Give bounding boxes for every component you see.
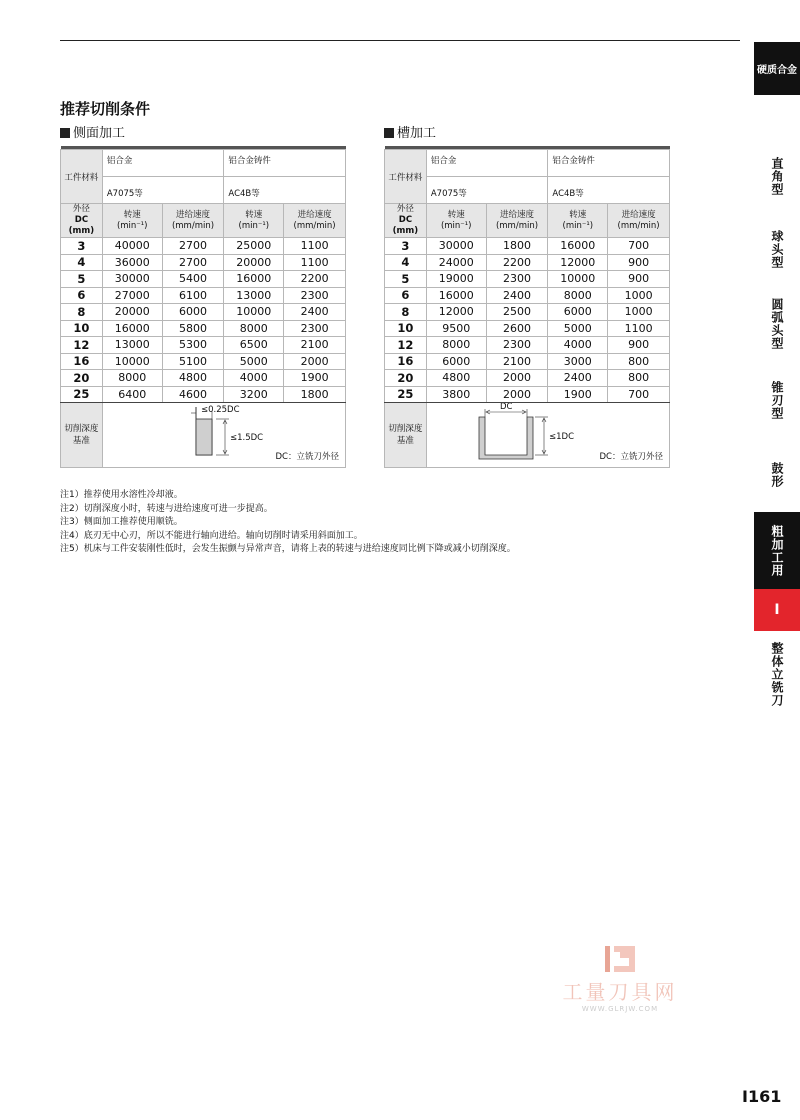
tab-carbide[interactable]: 硬质合金 xyxy=(754,42,800,95)
speed-cell: 5000 xyxy=(548,320,608,337)
depth-label: 切削深度 基准 xyxy=(385,403,427,468)
speed-cell: 5000 xyxy=(224,353,284,370)
material-name: 铝合金铸件 xyxy=(548,150,670,177)
notes-list xyxy=(60,489,516,557)
feed-cell: 2300 xyxy=(486,337,548,354)
note-item: 注1）推荐使用水溶性冷却液。 xyxy=(60,490,183,500)
feed-cell: 2200 xyxy=(284,271,346,288)
speed-cell: 16000 xyxy=(548,238,608,255)
dc-note: DC：立铣刀外径 xyxy=(599,452,663,462)
table-row xyxy=(385,353,670,370)
dc-cell: 6 xyxy=(385,287,427,304)
workpiece-label: 工件材料 xyxy=(61,150,103,204)
speed-cell: 9500 xyxy=(426,320,486,337)
speed-cell: 8000 xyxy=(548,287,608,304)
feed-cell: 2100 xyxy=(284,337,346,354)
material-standard: A7075等 xyxy=(102,177,224,204)
feed-header: 进给速度 (mm/min) xyxy=(162,204,224,238)
dc-cell: 3 xyxy=(61,238,103,255)
table-row xyxy=(61,271,346,288)
side-milling-table xyxy=(60,146,346,468)
dc-cell: 16 xyxy=(61,353,103,370)
tab-roughing[interactable]: 粗加工用 xyxy=(754,512,800,589)
note-item: 注5）机床与工件安装刚性低时，会发生振颤与异常声音，请将上表的转速与进给速度同比例下降或减小切削深度。 xyxy=(60,544,516,554)
dc-cell: 3 xyxy=(385,238,427,255)
table-row xyxy=(385,304,670,321)
dc-cell: 25 xyxy=(385,386,427,403)
tab-barrel[interactable]: 鼓形 xyxy=(754,438,800,512)
feed-cell: 2300 xyxy=(284,320,346,337)
speed-cell: 40000 xyxy=(102,238,162,255)
speed-cell: 36000 xyxy=(102,254,162,271)
feed-cell: 5100 xyxy=(162,353,224,370)
feed-cell: 4800 xyxy=(162,370,224,387)
side-top-dimension: ≤0.25DC xyxy=(200,405,240,415)
speed-cell: 8000 xyxy=(426,337,486,354)
table-row xyxy=(385,287,670,304)
table-row xyxy=(61,304,346,321)
feed-cell: 2400 xyxy=(486,287,548,304)
speed-cell: 19000 xyxy=(426,271,486,288)
dc-cell: 10 xyxy=(385,320,427,337)
speed-cell: 25000 xyxy=(224,238,284,255)
top-rule xyxy=(60,40,740,41)
feed-cell: 2200 xyxy=(486,254,548,271)
dc-header: 外径 DC (mm) xyxy=(385,204,427,238)
feed-cell: 1000 xyxy=(608,304,670,321)
feed-cell: 2700 xyxy=(162,238,224,255)
feed-cell: 800 xyxy=(608,370,670,387)
feed-cell: 2700 xyxy=(162,254,224,271)
material-standard: AC4B等 xyxy=(224,177,346,204)
logo-mark-icon xyxy=(600,944,640,974)
feed-cell: 1800 xyxy=(284,386,346,403)
tab-corner-radius[interactable]: 圆弧头型 xyxy=(754,286,800,364)
feed-cell: 2500 xyxy=(486,304,548,321)
speed-header: 转速 (min⁻¹) xyxy=(426,204,486,238)
tab-square-end[interactable]: 直角型 xyxy=(754,140,800,214)
dc-cell: 10 xyxy=(61,320,103,337)
feed-cell: 1100 xyxy=(284,238,346,255)
feed-cell: 2100 xyxy=(486,353,548,370)
speed-cell: 16000 xyxy=(102,320,162,337)
table-row xyxy=(61,386,346,403)
note-item: 注3）侧面加工推荐使用顺铣。 xyxy=(60,517,183,527)
dc-cell: 5 xyxy=(385,271,427,288)
table-row xyxy=(61,287,346,304)
side-milling-title: 侧面加工 xyxy=(60,122,125,141)
dc-cell: 20 xyxy=(385,370,427,387)
table-row xyxy=(61,370,346,387)
tab-solid-end-mill[interactable]: 整体立铣刀 xyxy=(754,634,800,714)
speed-cell: 16000 xyxy=(426,287,486,304)
table-row xyxy=(385,238,670,255)
side-data-rows xyxy=(61,238,346,403)
speed-cell: 6500 xyxy=(224,337,284,354)
feed-cell: 2000 xyxy=(486,386,548,403)
feed-cell: 2600 xyxy=(486,320,548,337)
feed-cell: 900 xyxy=(608,337,670,354)
feed-cell: 2300 xyxy=(284,287,346,304)
square-bullet-icon xyxy=(384,128,394,138)
slot-depth-dimension: ≤1DC xyxy=(548,432,574,442)
feed-cell: 900 xyxy=(608,254,670,271)
note-item: 注2）切削深度小时，转速与进给速度可进一步提高。 xyxy=(60,503,273,514)
slot-depth-diagram xyxy=(426,403,669,468)
speed-cell: 6400 xyxy=(102,386,162,403)
page-number: I161 xyxy=(742,1087,782,1106)
speed-cell: 10000 xyxy=(548,271,608,288)
feed-cell: 2300 xyxy=(486,271,548,288)
dc-cell: 8 xyxy=(385,304,427,321)
dc-cell: 5 xyxy=(61,271,103,288)
speed-cell: 6000 xyxy=(548,304,608,321)
table-row xyxy=(385,271,670,288)
feed-cell: 6000 xyxy=(162,304,224,321)
speed-cell: 4800 xyxy=(426,370,486,387)
speed-cell: 13000 xyxy=(224,287,284,304)
table-row xyxy=(61,337,346,354)
material-name: 铝合金 xyxy=(102,150,224,177)
slot-milling-title: 槽加工 xyxy=(384,122,436,141)
speed-cell: 10000 xyxy=(102,353,162,370)
speed-cell: 4000 xyxy=(224,370,284,387)
feed-cell: 900 xyxy=(608,271,670,288)
feed-cell: 700 xyxy=(608,386,670,403)
speed-cell: 27000 xyxy=(102,287,162,304)
feed-cell: 5300 xyxy=(162,337,224,354)
feed-cell: 2000 xyxy=(284,353,346,370)
dc-cell: 4 xyxy=(61,254,103,271)
speed-cell: 3000 xyxy=(548,353,608,370)
feed-cell: 1000 xyxy=(608,287,670,304)
dc-cell: 6 xyxy=(61,287,103,304)
feed-header: 进给速度 (mm/min) xyxy=(486,204,548,238)
speed-cell: 20000 xyxy=(102,304,162,321)
speed-cell: 30000 xyxy=(426,238,486,255)
speed-cell: 20000 xyxy=(224,254,284,271)
speed-header: 转速 (min⁻¹) xyxy=(102,204,162,238)
workpiece-label: 工件材料 xyxy=(385,150,427,204)
speed-cell: 24000 xyxy=(426,254,486,271)
table-row xyxy=(61,254,346,271)
feed-cell: 1800 xyxy=(486,238,548,255)
slot-milling-table xyxy=(384,146,670,468)
feed-cell: 700 xyxy=(608,238,670,255)
slot-width-dimension: DC xyxy=(499,403,513,412)
dc-cell: 25 xyxy=(61,386,103,403)
feed-cell: 5800 xyxy=(162,320,224,337)
speed-cell: 12000 xyxy=(548,254,608,271)
page-heading: 推荐切削条件 xyxy=(60,100,151,118)
table-row xyxy=(385,254,670,271)
feed-cell: 5400 xyxy=(162,271,224,288)
speed-cell: 16000 xyxy=(224,271,284,288)
depth-label: 切削深度 基准 xyxy=(61,403,103,468)
dc-cell: 4 xyxy=(385,254,427,271)
table-row xyxy=(61,353,346,370)
table-row xyxy=(385,337,670,354)
feed-cell: 2400 xyxy=(284,304,346,321)
dc-cell: 8 xyxy=(61,304,103,321)
note-item: 注4）底刃无中心刃，所以不能进行轴向进给。轴向切削时请采用斜面加工。 xyxy=(60,530,363,541)
material-name: 铝合金 xyxy=(426,150,548,177)
tab-tapered[interactable]: 锥刃型 xyxy=(754,362,800,440)
speed-cell: 4000 xyxy=(548,337,608,354)
dc-note: DC：立铣刀外径 xyxy=(275,452,339,462)
material-name: 铝合金铸件 xyxy=(224,150,346,177)
dc-cell: 20 xyxy=(61,370,103,387)
speed-cell: 6000 xyxy=(426,353,486,370)
logo-url: WWW.GLRJW.COM xyxy=(581,1005,659,1013)
speed-cell: 1900 xyxy=(548,386,608,403)
side-depth-dimension: ≤1.5DC xyxy=(229,433,263,443)
square-bullet-icon xyxy=(60,128,70,138)
speed-cell: 8000 xyxy=(224,320,284,337)
feed-header: 进给速度 (mm/min) xyxy=(284,204,346,238)
speed-header: 转速 (min⁻¹) xyxy=(548,204,608,238)
material-standard: AC4B等 xyxy=(548,177,670,204)
dc-header: 外径 DC (mm) xyxy=(61,204,103,238)
side-depth-diagram xyxy=(102,403,345,468)
watermark-logo xyxy=(540,944,700,1013)
speed-header: 转速 (min⁻¹) xyxy=(224,204,284,238)
tab-ball-nose[interactable]: 球头型 xyxy=(754,212,800,288)
speed-cell: 12000 xyxy=(426,304,486,321)
table-row xyxy=(61,320,346,337)
dc-cell: 12 xyxy=(385,337,427,354)
dc-cell: 12 xyxy=(61,337,103,354)
speed-cell: 13000 xyxy=(102,337,162,354)
speed-cell: 3200 xyxy=(224,386,284,403)
dc-cell: 16 xyxy=(385,353,427,370)
feed-cell: 1100 xyxy=(608,320,670,337)
feed-cell: 2000 xyxy=(486,370,548,387)
feed-header: 进给速度 (mm/min) xyxy=(608,204,670,238)
table-row xyxy=(385,370,670,387)
feed-cell: 1900 xyxy=(284,370,346,387)
speed-cell: 8000 xyxy=(102,370,162,387)
speed-cell: 3800 xyxy=(426,386,486,403)
slot-data-rows xyxy=(385,238,670,403)
table-row xyxy=(385,320,670,337)
speed-cell: 10000 xyxy=(224,304,284,321)
tab-section-i[interactable]: I xyxy=(754,589,800,631)
feed-cell: 1100 xyxy=(284,254,346,271)
feed-cell: 4600 xyxy=(162,386,224,403)
feed-cell: 6100 xyxy=(162,287,224,304)
table-row xyxy=(61,238,346,255)
speed-cell: 30000 xyxy=(102,271,162,288)
material-standard: A7075等 xyxy=(426,177,548,204)
logo-text: 工量刀具网 xyxy=(562,980,678,1004)
table-row xyxy=(385,386,670,403)
speed-cell: 2400 xyxy=(548,370,608,387)
feed-cell: 800 xyxy=(608,353,670,370)
